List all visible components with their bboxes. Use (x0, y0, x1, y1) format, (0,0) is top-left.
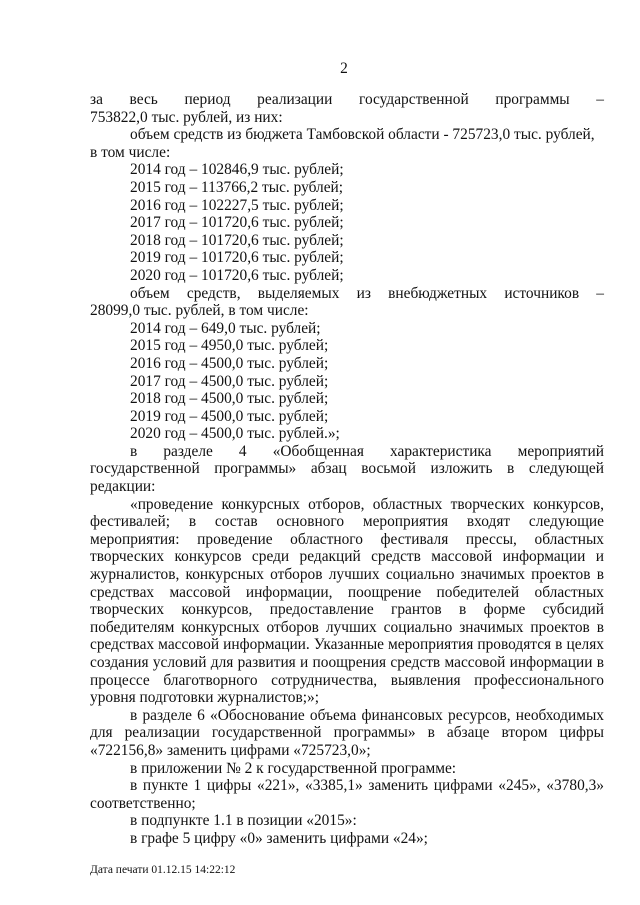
quote-line: процессе благотворного сотрудничества, выявления профессионального (90, 671, 604, 689)
item1-line-1: в пункте 1 цифры «221», «3385,1» заменить цифрами «245», «3780,3» (130, 777, 604, 795)
quote-line: создания условий для развития и поощрения средств массовой информации в (90, 654, 604, 671)
extrabudget-year: 2016 год – 4500,0 тыс. рублей; (130, 354, 329, 372)
extrabudget-heading: объем средств, выделяемых из внебюджетных источников – (130, 284, 604, 302)
regional-budget-in-total: в том числе: (90, 143, 171, 161)
extrabudget-year: 2019 год – 4500,0 тыс. рублей; (130, 407, 329, 425)
quote-line: творческих конкурсов, предоставление грантов в форме субсидий (90, 601, 604, 619)
section4-line-1: в разделе 4 «Обобщенная характеристика мероприятий (130, 442, 604, 460)
regional-budget-year: 2020 год – 101720,6 тыс. рублей; (130, 266, 344, 284)
regional-budget-year: 2019 год – 101720,6 тыс. рублей; (130, 249, 344, 267)
quote-line: творческих конкурсов среди редакций средств массовой информации и (90, 548, 604, 566)
quote-line: журналистов, конкурсных отборов лучших социально значимых проектов в (90, 566, 604, 584)
extrabudget-total: 28099,0 тыс. рублей, в том числе: (90, 302, 309, 320)
quote-line: средствах массовой информации. Указанные мероприятия проводятся в целях (90, 636, 604, 654)
regional-budget-year: 2018 год – 101720,6 тыс. рублей; (130, 231, 344, 249)
document-body (90, 91, 604, 848)
intro-line-2: 753822,0 тыс. рублей, из них: (90, 108, 283, 126)
regional-budget-year: 2016 год – 102227,5 тыс. рублей; (130, 196, 344, 214)
extrabudget-year: 2020 год – 4500,0 тыс. рублей.»; (130, 425, 340, 443)
regional-budget-year: 2017 год – 101720,6 тыс. рублей; (130, 214, 344, 232)
section6-line-2: для реализации государственной программы» в абзаце втором цифры (90, 724, 604, 742)
extrabudget-year: 2018 год – 4500,0 тыс. рублей; (130, 390, 329, 408)
extrabudget-year: 2017 год – 4500,0 тыс. рублей; (130, 372, 329, 390)
quote-line: средствах массовой информации, поощрение победителей областных (90, 583, 604, 601)
quote-line: «проведение конкурсных отборов, областных творческих конкурсов, (130, 495, 604, 513)
section6-line-3: «722156,8» заменить цифрами «725723,0»; (90, 741, 371, 759)
page-number: 2 (340, 60, 348, 77)
quote-line: уровня подготовки журналистов;»; (90, 689, 320, 707)
column5-line: в графе 5 цифру «0» заменить цифрами «24»; (130, 829, 428, 847)
intro-line-1: за весь период реализации государственной программы – (90, 91, 604, 108)
print-date-footer: Дата печати 01.12.15 14:22:12 (90, 864, 236, 876)
subitem-line: в подпункте 1.1 в позиции «2015»: (130, 812, 357, 830)
section4-line-2: государственной программы» абзац восьмой изложить в следующей (90, 460, 604, 478)
regional-budget-year: 2014 год – 102846,9 тыс. рублей; (130, 161, 344, 179)
appendix2-line: в приложении № 2 к государственной программе: (130, 759, 457, 777)
section6-line-1: в разделе 6 «Обоснование объема финансовых ресурсов, необходимых (130, 706, 604, 724)
item1-line-2: соответственно; (90, 794, 196, 812)
quote-line: фестивалей; в состав основного мероприятия входят следующие (90, 513, 604, 531)
regional-budget-year: 2015 год – 113766,2 тыс. рублей; (130, 178, 344, 196)
extrabudget-year: 2015 год – 4950,0 тыс. рублей; (130, 337, 329, 355)
quote-line: мероприятия: проведение областного фестиваля прессы, областных (90, 530, 604, 548)
extrabudget-year: 2014 год – 649,0 тыс. рублей; (130, 319, 321, 337)
quote-line: победителям конкурсных отборов лучших социально значимых проектов в (90, 618, 604, 636)
regional-budget-heading: объем средств из бюджета Тамбовской области - 725723,0 тыс. рублей, (130, 126, 595, 144)
section4-line-3: редакции: (90, 478, 156, 496)
